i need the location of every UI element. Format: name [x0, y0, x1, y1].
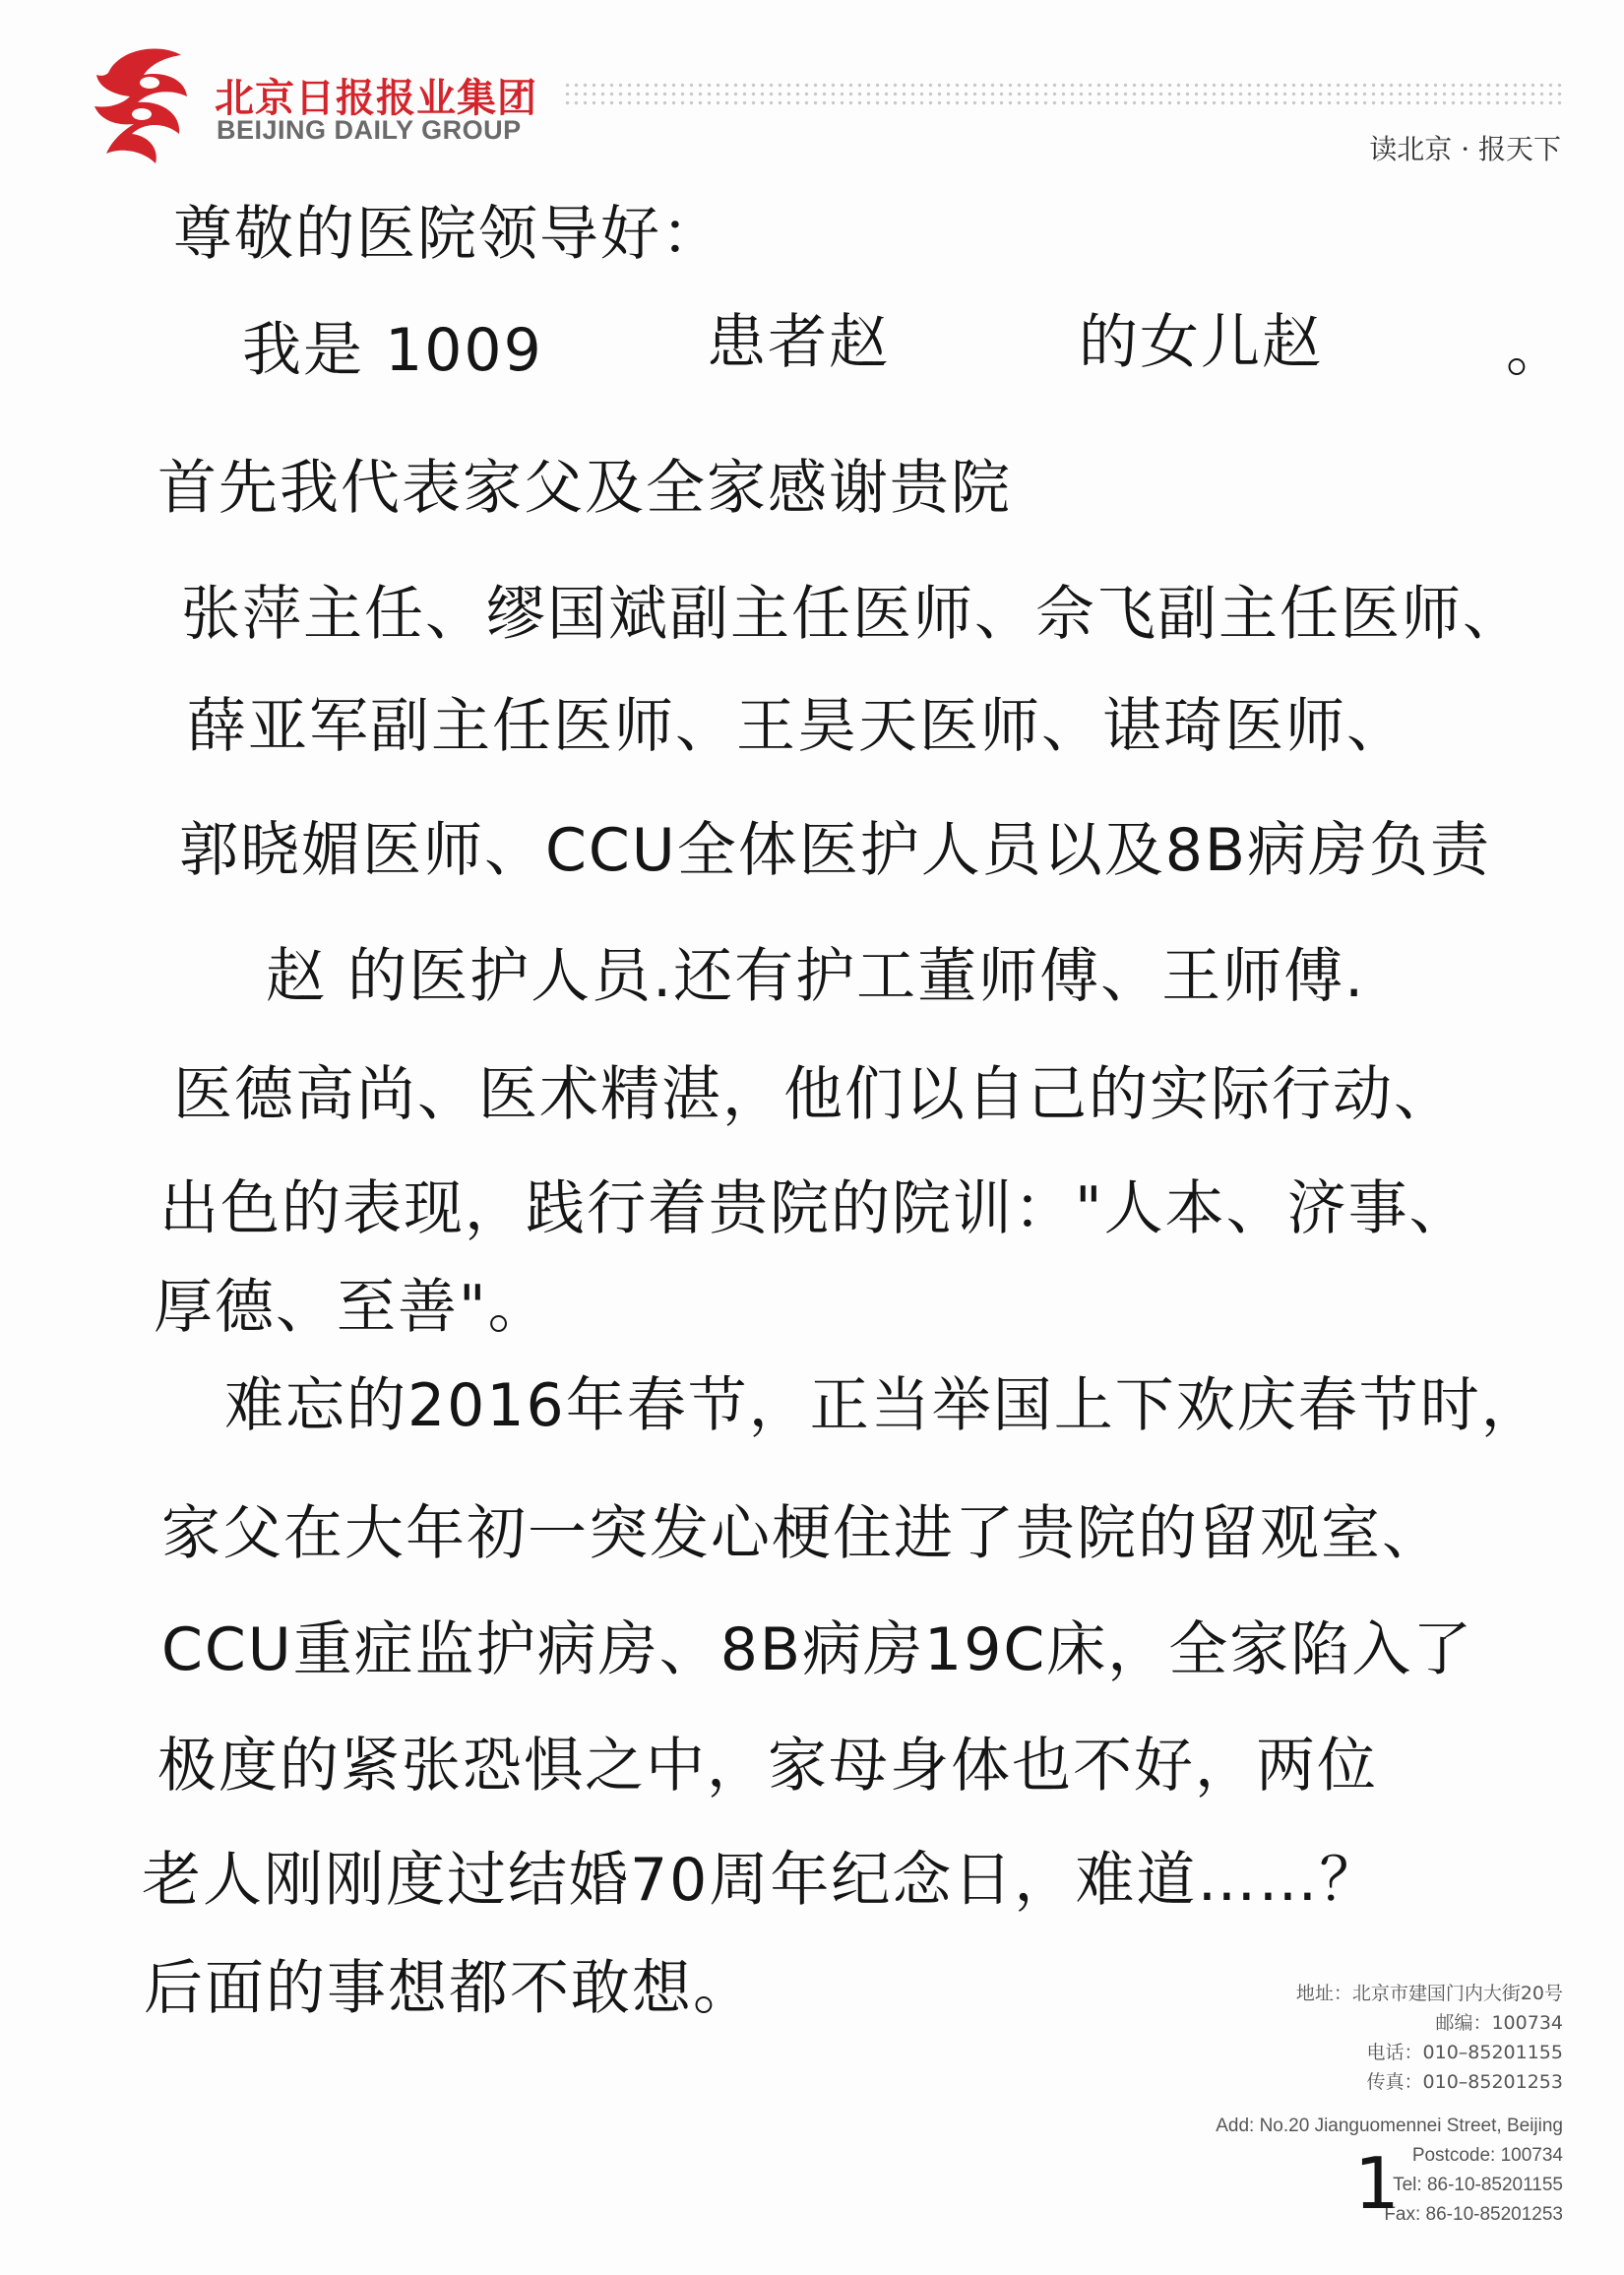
slogan: 读北京 · 报天下 — [1369, 133, 1561, 165]
body-line-6: 医德高尚、医术精湛，他们以自己的实际行动、 — [173, 1060, 1455, 1129]
body-line-7: 出色的表现，践行着贵院的院训："人本、济事、 — [159, 1174, 1470, 1243]
body-line-2: 张萍主任、缪国斌副主任医师、佘飞副主任医师、 — [181, 580, 1524, 649]
body-line-1: 首先我代表家父及全家感谢贵院 — [157, 454, 1012, 523]
brand-name-cn: 北京日报报业集团 — [215, 76, 537, 121]
body-line-4: 郭晓媚医师、CCU全体医护人员以及8B病房负责 — [179, 816, 1492, 885]
contact-address-cn: 地址：北京市建国门内大街20号 — [1295, 1983, 1563, 2004]
beijing-daily-logo-icon — [91, 43, 191, 165]
contact-address-en: Add: No.20 Jianguomennei Street, Beijing — [1216, 2116, 1563, 2136]
body-line-9: 难忘的2016年春节，正当举国上下欢庆春节时， — [224, 1371, 1542, 1440]
contact-info-cn — [1150, 1979, 1563, 2097]
body-line-3: 薛亚军副主任医师、王昊天医师、谌琦医师、 — [187, 692, 1407, 761]
body-line-10: 家父在大年初一突发心梗住进了贵院的留观室、 — [161, 1499, 1443, 1568]
body-line-5: 赵 的医护人员.还有护工董师傅、王师傅. — [266, 942, 1366, 1011]
intro-part-4: 。 — [1506, 316, 1567, 385]
contact-info-en — [1091, 2112, 1563, 2230]
dotted-divider — [563, 81, 1567, 108]
contact-phone-cn: 电话：010–85201155 — [1366, 2042, 1563, 2063]
body-line-14: 后面的事想都不敢想。 — [144, 1954, 754, 2023]
contact-postcode-en: Postcode: 100734 — [1411, 2145, 1563, 2166]
contact-fax-en: Fax: 86-10-85201253 — [1384, 2204, 1563, 2225]
contact-phone-en: Tel: 86-10-85201155 — [1393, 2175, 1563, 2195]
body-line-13: 老人刚刚度过结婚70周年纪念日，难道……？ — [142, 1846, 1381, 1915]
body-line-8: 厚德、至善"。 — [154, 1273, 549, 1342]
body-line-12: 极度的紧张恐惧之中，家母身体也不好，两位 — [157, 1732, 1378, 1801]
contact-postcode-cn: 邮编：100734 — [1435, 2012, 1563, 2034]
body-line-11: CCU重症监护病房、8B病房19C床，全家陷入了 — [161, 1615, 1474, 1684]
contact-fax-cn: 传真：010–85201253 — [1366, 2071, 1563, 2093]
intro-part-1: 我是 1009 — [242, 316, 543, 385]
intro-part-3: 的女儿赵 — [1079, 308, 1323, 377]
page-number: 1 — [1354, 2142, 1400, 2225]
salutation: 尊敬的医院领导好： — [173, 200, 722, 269]
brand-name-en: BEIJING DAILY GROUP — [217, 115, 522, 145]
intro-part-2: 患者赵 — [707, 308, 890, 377]
